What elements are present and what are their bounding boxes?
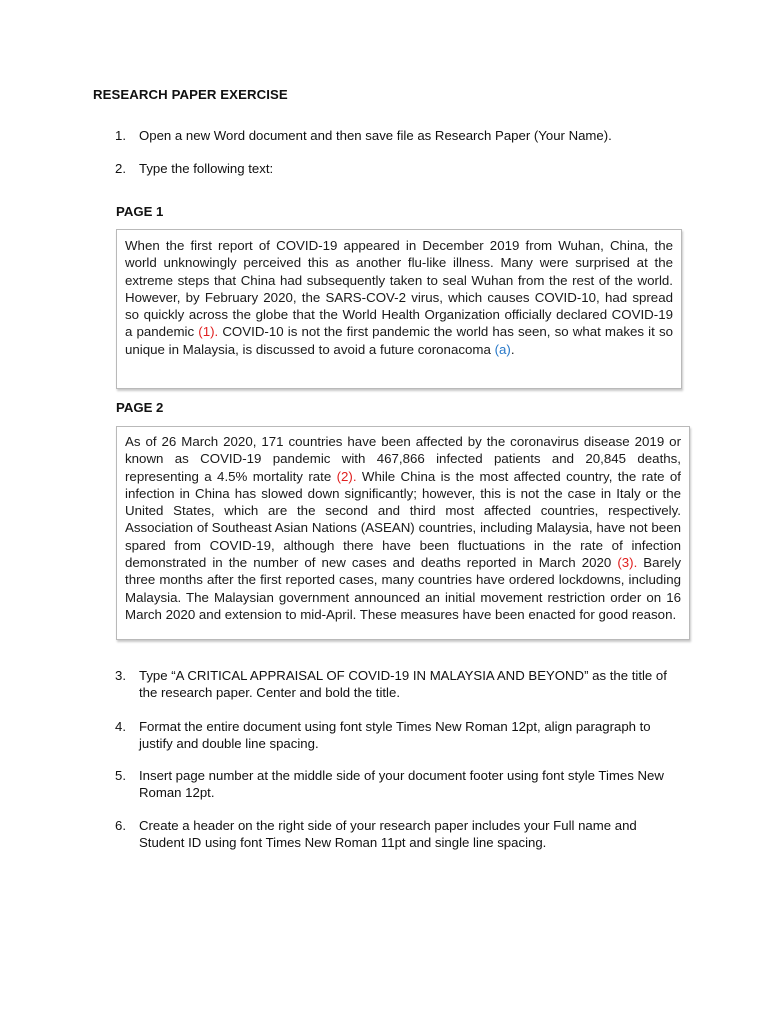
citation-1: (1). [198,324,219,340]
page2-paragraph [125,433,681,623]
page1-text-b: COVID-10 is not the first pandemic the world has seen, so what makes it so unique in Malaysia, is discussed to avoid a future coronacoma [125,324,673,357]
step-number: 1. [115,128,126,143]
step-text: Type “A CRITICAL APPRAISAL OF COVID-19 IN MALAYSIA AND BEYOND” as the title of the research paper. Center and bold the title. [139,668,667,700]
step-text: Create a header on the right side of your research paper includes your Full name and Student ID using font Times New Roman 11pt and single line spacing. [139,818,637,850]
page1-text-box [116,229,682,389]
step-number: 6. [115,818,126,833]
page2-text-a: As of 26 March 2020, 171 countries have been affected by the coronavirus disease 2019 or known as COVID-19 pandemic with 467,866 infected patients and 20,845 deaths, representing a 4.5% mortality rate [125,434,681,484]
page2-text-b: While China is the most affected country, the rate of infection in China has slowed down significantly; however, this is not the case in Italy or the United States, which are the second and third most affected countries, respectively. Association of Southeast Asian Nations (ASEAN) countries, including Malaysia, have not been spared from COVID-19, although there have been fluctuations in the rate of infection demonstrated in the number of new cases and deaths reported in March 2020 [125,468,681,571]
step-item [115,768,680,801]
step-item [115,161,680,178]
step-text: Insert page number at the middle side of your document footer using font style Times New Roman 12pt. [139,768,664,800]
page1-text-c: . [510,341,515,357]
step-item [115,818,680,851]
page1-paragraph [125,237,673,358]
citation-a: (a) [494,341,511,357]
page2-label: PAGE 2 [116,400,164,415]
step-item [115,128,680,145]
step-item [115,719,680,752]
step-number: 4. [115,719,126,734]
step-number: 5. [115,768,126,783]
page2-text-c: Barely three months after the first reported cases, many countries have ordered lockdowns, including Malaysia. The Malaysian government announced an initial movement restriction order on 16 March 2020 and extension to mid-April. These measures have been enacted for good reason. [125,555,681,622]
step-text: Format the entire document using font style Times New Roman 12pt, align paragraph to justify and double line spacing. [139,719,651,751]
page2-text-box [116,426,690,640]
step-number: 2. [115,161,126,176]
citation-2: (2). [336,468,357,484]
page1-label: PAGE 1 [116,204,164,219]
document-title: RESEARCH PAPER EXERCISE [93,87,288,102]
citation-3: (3). [617,555,638,571]
step-text: Type the following text: [139,161,274,176]
step-text: Open a new Word document and then save file as Research Paper (Your Name). [139,128,612,143]
step-item [115,668,680,701]
page1-text-a: When the first report of COVID-19 appeared in December 2019 from Wuhan, China, the world unknowingly perceived this as another flu-like illness. Many were surprised at the extreme steps that China had subsequently taken to seal Wuhan from the rest of the world. However, by February 2020, the SARS-COV-2 virus, which causes COVID-10, had spread so quickly across the globe that the World Health Organization officially declared COVID-19 a pandemic [125,238,673,340]
step-number: 3. [115,668,126,683]
